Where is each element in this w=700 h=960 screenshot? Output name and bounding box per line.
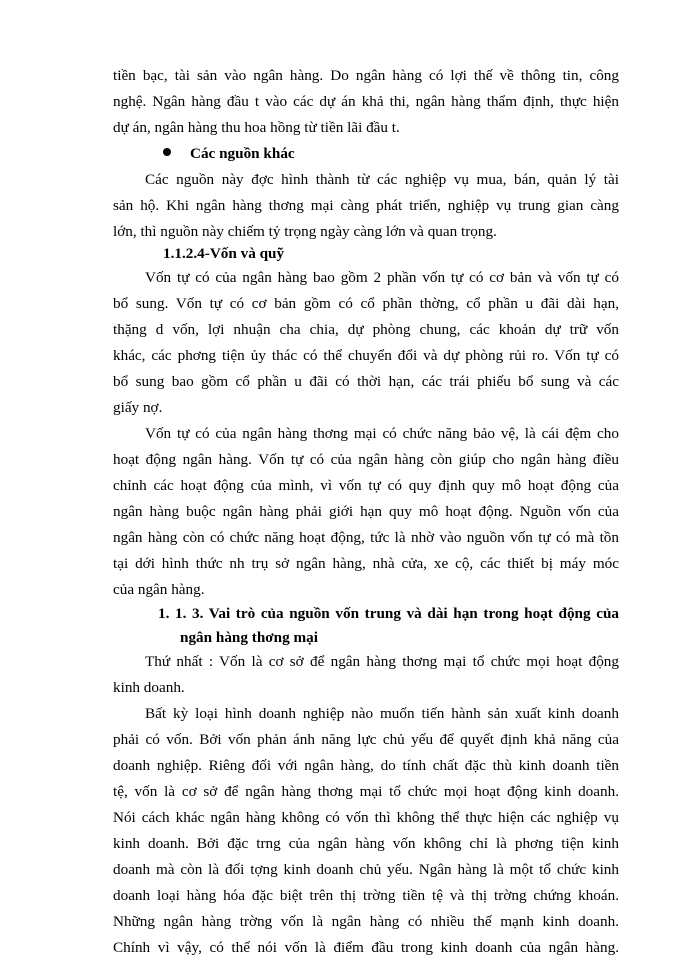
- text-line: nghệ. Ngân hàng đầu t vào các dự án khả thi, ngân hàng thẩm định, thực hiện: [113, 93, 619, 110]
- text-line: doanh mà còn là đối tợng kinh doanh chủ yếu. Ngân hàng là một tổ chức kinh: [113, 861, 619, 878]
- text-line: ngân hàng còn có chức năng hoạt động, tức là nhờ vào nguồn vốn tự có mà tồn: [113, 529, 619, 546]
- text-line: lớn, thì nguồn này chiếm tỷ trọng ngày càng lớn và quan trọng.: [113, 223, 497, 240]
- text-line: Những ngân hàng trờng vốn là ngân hàng có nhiều thế mạnh kinh doanh.: [113, 913, 619, 930]
- section-heading: ngân hàng thơng mại: [180, 629, 318, 646]
- text-line: Vốn tự có của ngân hàng thơng mại có chức năng bảo vệ, là cái đệm cho: [145, 425, 619, 442]
- text-line: kinh doanh.: [113, 679, 185, 696]
- text-line: tại dới hình thức nh trụ sở ngân hàng, nhà cửa, xe cộ, các thiết bị máy móc: [113, 555, 619, 572]
- section-heading: Các nguồn khác: [190, 145, 295, 162]
- text-line: chỉnh các hoạt động của mình, vì vốn tự có quy định quy mô hoạt động của: [113, 477, 619, 494]
- text-line: Nói cách khác ngân hàng không có vốn thì không thể thực hiện các nghiệp vụ: [113, 809, 619, 826]
- text-line: tệ, vốn là cơ sở để ngân hàng thơng mại tổ chức mọi hoạt động kinh doanh.: [113, 783, 619, 800]
- text-line: thặng d vốn, lợi nhuận cha chia, dự phòng chung, các khoản dự trữ vốn: [113, 321, 619, 338]
- text-line: doanh loại hàng hóa đặc biệt trên thị trờng tiền tệ và thị trờng chứng khoán.: [113, 887, 619, 904]
- text-line: khác, các phơng tiện ủy thác có thể chuyển đổi và dự phòng rủi ro. Vốn tự có: [113, 347, 619, 364]
- text-line: phải có vốn. Bởi vốn phản ánh năng lực chủ yếu để quyết định khả năng của: [113, 731, 619, 748]
- text-line: dự án, ngân hàng thu hoa hồng từ tiền lãi đầu t.: [113, 119, 400, 136]
- text-line: Các nguồn này đợc hình thành từ các nghiệp vụ mua, bán, quản lý tài: [145, 171, 619, 188]
- text-line: giấy nợ.: [113, 399, 163, 416]
- text-line: ngân hàng buộc ngân hàng phải giới hạn quy mô hoạt động. Nguồn vốn của: [113, 503, 619, 520]
- text-line: bổ sung bao gồm cổ phần u đãi có thời hạn, các trái phiếu bổ sung và các: [113, 373, 619, 390]
- text-line: hoạt động ngân hàng. Vốn tự có của ngân hàng còn giúp cho ngân hàng điều: [113, 451, 619, 468]
- text-line: bổ sung. Vốn tự có cơ bản gồm có cổ phần thờng, cổ phần u đãi dài hạn,: [113, 295, 619, 312]
- text-line: Chính vì vậy, có thể nói vốn là điểm đầu trong kinh doanh của ngân hàng.: [113, 939, 619, 956]
- bullet-icon: [163, 148, 171, 156]
- subsection-heading: 1.1.2.4-Vốn và quỹ: [163, 245, 285, 262]
- text-line: sản hộ. Khi ngân hàng thơng mại càng phát triển, nghiệp vụ trung gian càng: [113, 197, 619, 214]
- text-line: của ngân hàng.: [113, 581, 205, 598]
- text-line: Vốn tự có của ngân hàng bao gồm 2 phần vốn tự có cơ bản và vốn tự có: [145, 269, 619, 286]
- text-line: kinh doanh. Bởi đặc trng của ngân hàng vốn không chỉ là phơng tiện kinh: [113, 835, 619, 852]
- section-heading: 1. 1. 3. Vai trò của nguồn vốn trung và dài hạn trong hoạt động của: [158, 605, 619, 622]
- text-line: tiền bạc, tài sản vào ngân hàng. Do ngân hàng có lợi thế về thông tin, công: [113, 67, 619, 84]
- text-line: Thứ nhất : Vốn là cơ sở để ngân hàng thơng mại tổ chức mọi hoạt động: [145, 653, 619, 670]
- text-line: doanh nghiệp. Riêng đối với ngân hàng, do tính chất đặc thù kinh doanh tiền: [113, 757, 619, 774]
- text-line: Bất kỳ loại hình doanh nghiệp nào muốn tiến hành sản xuất kinh doanh: [145, 705, 619, 722]
